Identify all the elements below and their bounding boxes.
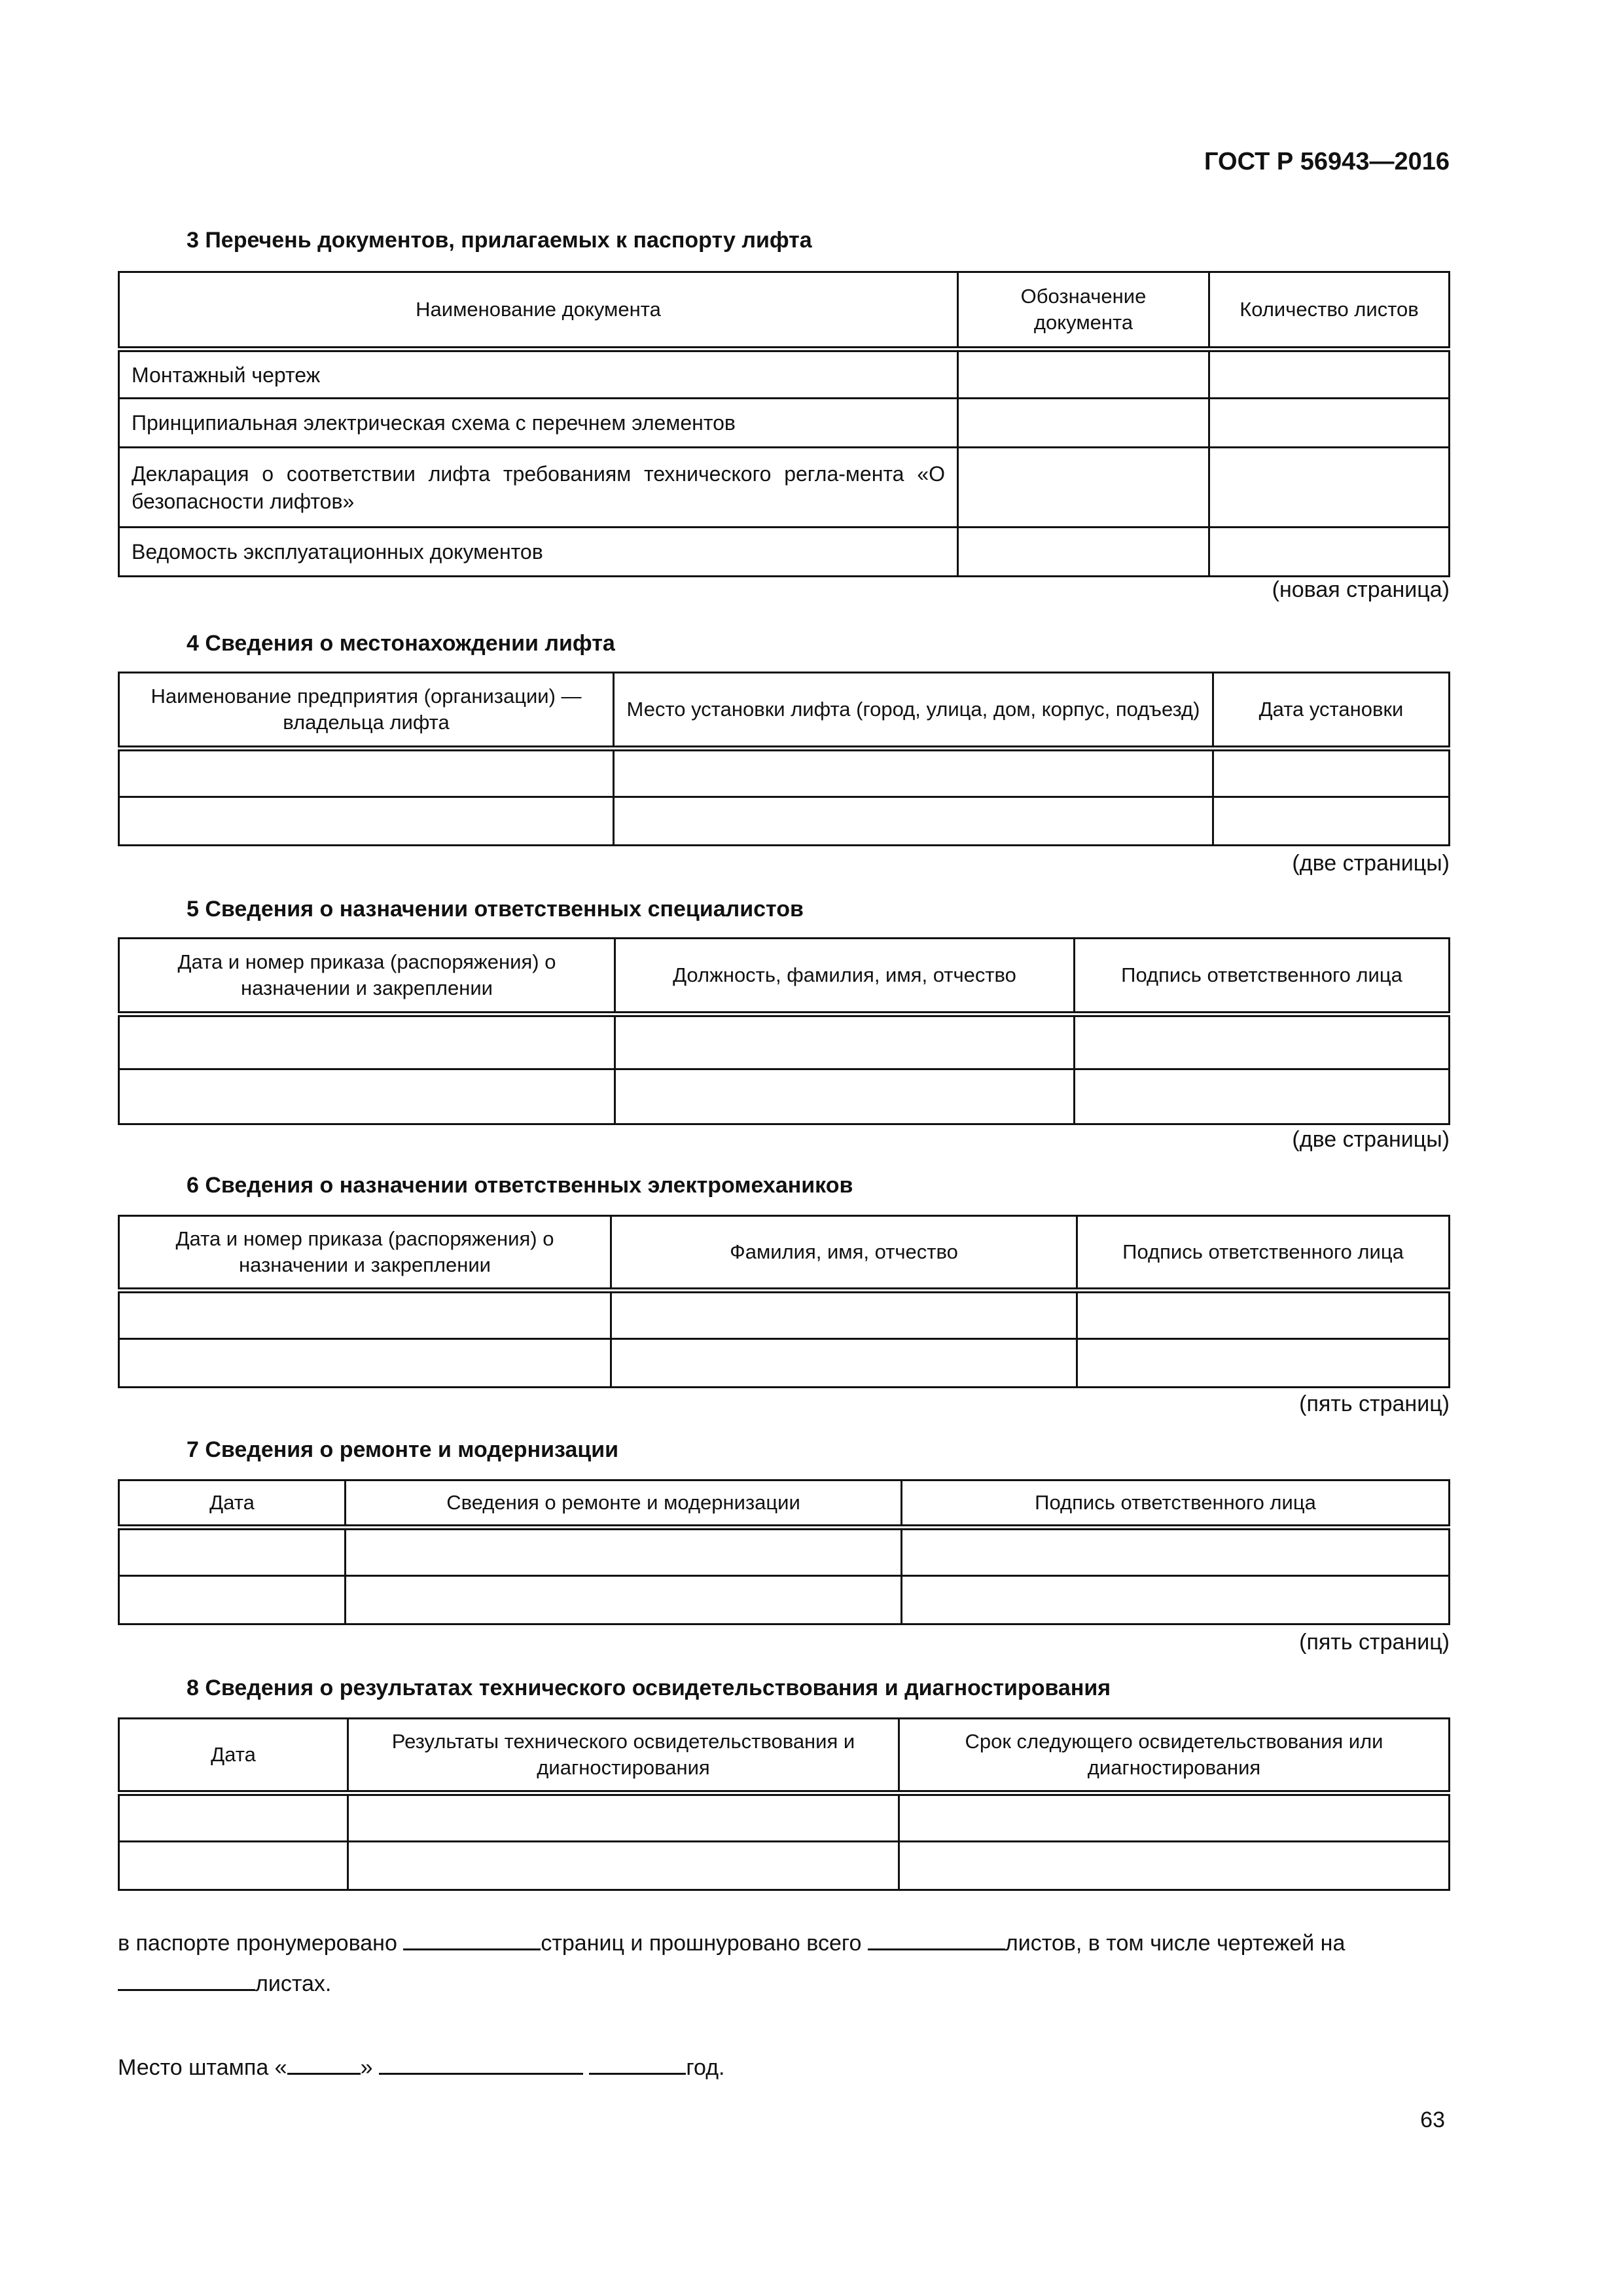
empty-cell[interactable] <box>1209 448 1450 528</box>
empty-cell[interactable] <box>902 1528 1450 1576</box>
stamp-line <box>118 2047 1448 2088</box>
empty-cell[interactable] <box>1209 528 1450 577</box>
electromechanics-table <box>118 1215 1450 1388</box>
empty-cell[interactable] <box>346 1528 902 1576</box>
column-header: Результаты технического освидетельствования и диагностирования <box>348 1719 899 1793</box>
empty-cell[interactable] <box>611 1291 1077 1339</box>
table-row <box>119 350 1450 399</box>
empty-cell[interactable] <box>1209 399 1450 448</box>
binding-text: листах. <box>255 1971 332 1996</box>
empty-cell[interactable] <box>1075 1069 1450 1124</box>
document-name-cell: Ведомость эксплуатационных документов <box>119 528 958 577</box>
table-row <box>119 797 1450 846</box>
column-header: Наименование документа <box>119 272 958 350</box>
section-6-title: 6 Сведения о назначении ответственных электромехаников <box>187 1173 853 1198</box>
empty-cell[interactable] <box>958 350 1209 399</box>
empty-cell[interactable] <box>119 1069 615 1124</box>
table-row <box>119 1793 1450 1842</box>
pages-count-field[interactable] <box>403 1929 541 1950</box>
column-header: Дата и номер приказа (распоряжения) о назначении и закреплении <box>119 939 615 1014</box>
section-7-title: 7 Сведения о ремонте и модернизации <box>187 1437 619 1462</box>
empty-cell[interactable] <box>119 1793 348 1842</box>
empty-cell[interactable] <box>1075 1014 1450 1069</box>
empty-cell[interactable] <box>1213 749 1450 797</box>
documents-table <box>118 271 1450 577</box>
column-header: Дата и номер приказа (распоряжения) о назначении и закреплении <box>119 1216 611 1291</box>
empty-cell[interactable] <box>119 1014 615 1069</box>
column-header: Срок следующего освидетельствования или диагностирования <box>899 1719 1450 1793</box>
table-row <box>119 1014 1450 1069</box>
empty-cell[interactable] <box>899 1793 1450 1842</box>
empty-cell[interactable] <box>119 1291 611 1339</box>
empty-cell[interactable] <box>614 749 1213 797</box>
section-5-title: 5 Сведения о назначении ответственных специалистов <box>187 897 804 922</box>
empty-cell[interactable] <box>1213 797 1450 846</box>
empty-cell[interactable] <box>119 1576 346 1624</box>
empty-cell[interactable] <box>346 1576 902 1624</box>
column-header: Обозначение документа <box>958 272 1209 350</box>
year-field[interactable] <box>589 2053 686 2075</box>
column-header: Должность, фамилия, имя, отчество <box>615 939 1075 1014</box>
empty-cell[interactable] <box>614 797 1213 846</box>
sheets-count-field[interactable] <box>868 1929 1005 1950</box>
page-number: 63 <box>1420 2108 1445 2132</box>
empty-cell[interactable] <box>958 528 1209 577</box>
drawings-count-field[interactable] <box>118 1969 255 1991</box>
column-header: Подпись ответственного лица <box>1077 1216 1450 1291</box>
column-header: Место установки лифта (город, улица, дом, корпус, подъезд) <box>614 673 1213 749</box>
binding-statement <box>118 1923 1448 2004</box>
empty-cell[interactable] <box>615 1014 1075 1069</box>
page-note: (две страницы) <box>1292 851 1450 876</box>
page-note: (новая страница) <box>1272 577 1450 602</box>
empty-cell[interactable] <box>958 399 1209 448</box>
repair-table <box>118 1479 1450 1625</box>
binding-text: страниц и прошнуровано всего <box>541 1931 868 1956</box>
binding-text: листов, в том числе чертежей на <box>1005 1931 1346 1956</box>
empty-cell[interactable] <box>348 1842 899 1890</box>
specialists-table <box>118 937 1450 1125</box>
empty-cell[interactable] <box>119 1528 346 1576</box>
column-header: Наименование предприятия (организации) — владельца лифта <box>119 673 614 749</box>
column-header: Подпись ответственного лица <box>902 1480 1450 1528</box>
table-header-row <box>119 939 1450 1014</box>
empty-cell[interactable] <box>119 749 614 797</box>
table-row <box>119 1339 1450 1388</box>
day-field[interactable] <box>287 2053 361 2075</box>
empty-cell[interactable] <box>119 1339 611 1388</box>
document-code: ГОСТ Р 56943—2016 <box>1204 148 1450 175</box>
page-note: (две страницы) <box>1292 1127 1450 1152</box>
column-header: Сведения о ремонте и модернизации <box>346 1480 902 1528</box>
page-note: (пять страниц) <box>1299 1630 1450 1655</box>
table-row <box>119 1291 1450 1339</box>
empty-cell[interactable] <box>899 1842 1450 1890</box>
column-header: Дата <box>119 1719 348 1793</box>
column-header: Количество листов <box>1209 272 1450 350</box>
empty-cell[interactable] <box>902 1576 1450 1624</box>
month-field[interactable] <box>379 2053 583 2075</box>
table-header-row <box>119 1216 1450 1291</box>
column-header: Подпись ответственного лица <box>1075 939 1450 1014</box>
table-header-row <box>119 1480 1450 1528</box>
stamp-text: год. <box>686 2055 725 2080</box>
table-header-row <box>119 1719 1450 1793</box>
table-row <box>119 528 1450 577</box>
location-table <box>118 672 1450 846</box>
table-row <box>119 1576 1450 1624</box>
document-name-cell: Декларация о соответствии лифта требованиям технического регла-мента «О безопасности лифтов» <box>119 448 958 528</box>
table-row <box>119 1842 1450 1890</box>
empty-cell[interactable] <box>119 797 614 846</box>
empty-cell[interactable] <box>1077 1339 1450 1388</box>
inspection-table <box>118 1717 1450 1891</box>
section-3-title: 3 Перечень документов, прилагаемых к паспорту лифта <box>187 228 812 253</box>
empty-cell[interactable] <box>615 1069 1075 1124</box>
stamp-text: » <box>360 2055 379 2080</box>
table-header-row <box>119 272 1450 350</box>
empty-cell[interactable] <box>348 1793 899 1842</box>
table-row <box>119 749 1450 797</box>
column-header: Дата установки <box>1213 673 1450 749</box>
table-row <box>119 1528 1450 1576</box>
empty-cell[interactable] <box>1077 1291 1450 1339</box>
table-row <box>119 448 1450 528</box>
column-header: Дата <box>119 1480 346 1528</box>
column-header: Фамилия, имя, отчество <box>611 1216 1077 1291</box>
empty-cell[interactable] <box>958 448 1209 528</box>
document-name-cell: Монтажный чертеж <box>119 350 958 399</box>
empty-cell[interactable] <box>611 1339 1077 1388</box>
empty-cell[interactable] <box>1209 350 1450 399</box>
stamp-text: Место штампа « <box>118 2055 287 2080</box>
empty-cell[interactable] <box>119 1842 348 1890</box>
section-4-title: 4 Сведения о местонахождении лифта <box>187 631 615 656</box>
section-8-title: 8 Сведения о результатах технического освидетельствования и диагностирования <box>187 1676 1111 1700</box>
table-row <box>119 399 1450 448</box>
table-row <box>119 1069 1450 1124</box>
document-name-cell: Принципиальная электрическая схема с перечнем элементов <box>119 399 958 448</box>
page-note: (пять страниц) <box>1299 1391 1450 1416</box>
table-header-row <box>119 673 1450 749</box>
binding-text: в паспорте пронумеровано <box>118 1931 404 1956</box>
